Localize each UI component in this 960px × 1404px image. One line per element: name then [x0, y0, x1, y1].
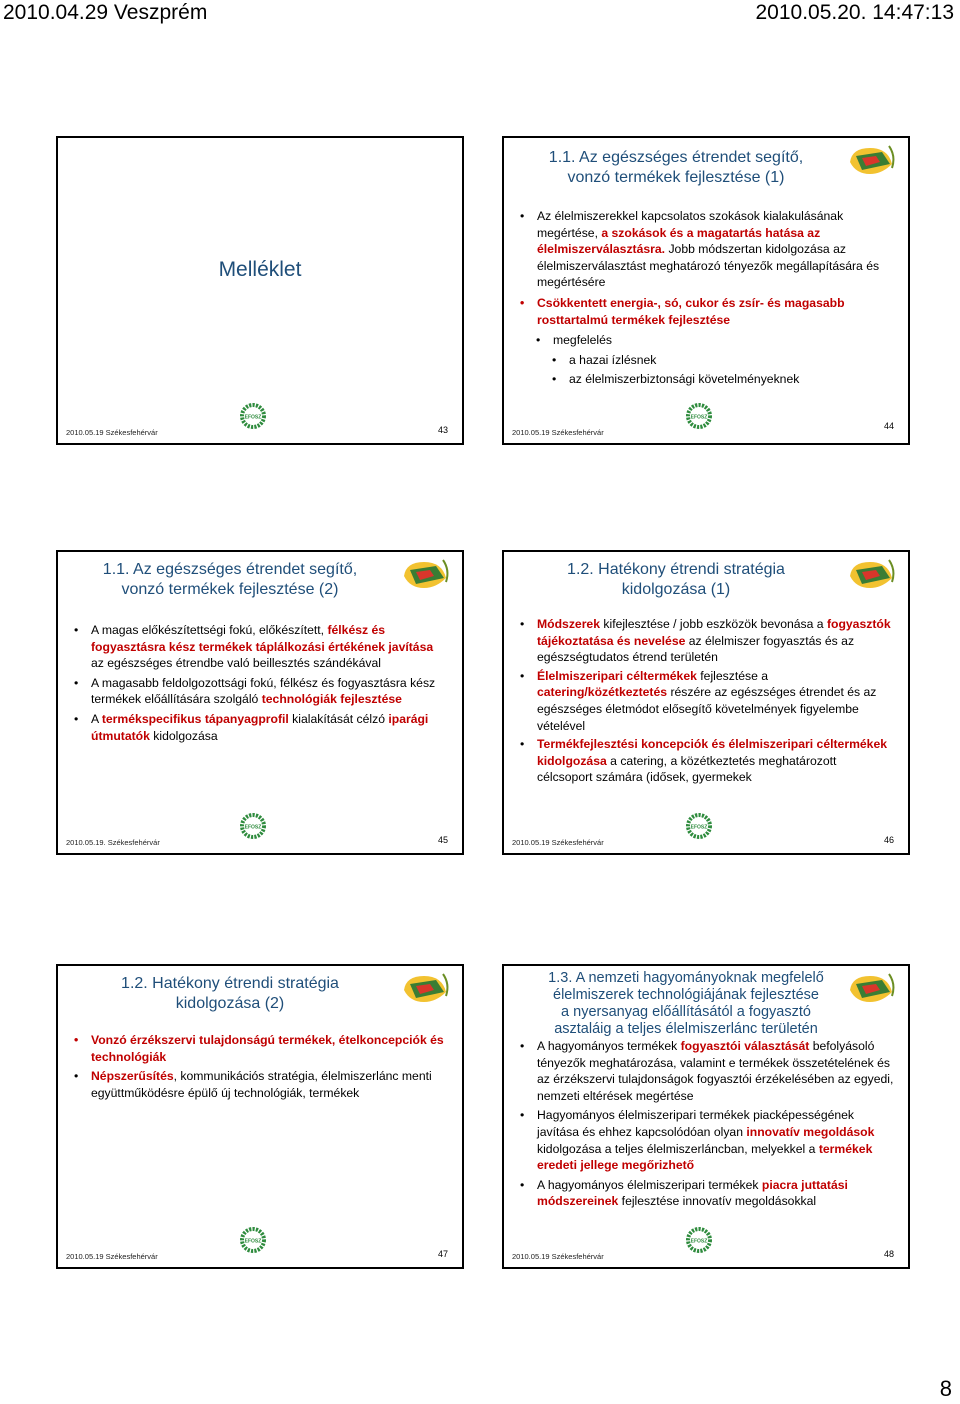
slide-number: 45: [437, 835, 448, 845]
bullet-item: • Vonzó érzékszervi tulajdonságú termékek, ételkoncepciók és technológiák: [74, 1032, 448, 1065]
slide-number: 43: [437, 425, 448, 435]
bullet-item: • Élelmiszeripari céltermékek fejlesztése a catering/közétkeztetés részére az egészséges étrendet és az egészséges életmódot elősegítő követelmények figyelembe vételével: [520, 668, 894, 734]
bullet-item: • Az élelmiszerekkel kapcsolatos szokások kialakulásának megértése, a szokások és a magatartás hatása az élelmiszerválasztásra. Jobb módszertan kidolgozása az élelmiszerválasztást meghatározó tényezők megállapítására és megértésére: [520, 208, 894, 291]
svg-text:EFOSZ: EFOSZ: [244, 824, 262, 831]
slide-footer: 2010.05.19. Székesfehérvár: [66, 838, 160, 847]
slide-body: [74, 1032, 448, 1101]
conference-logo-icon: [396, 556, 454, 594]
page-header-right: 2010.05.20. 14:47:13: [755, 1, 954, 24]
slide-43: [56, 136, 464, 445]
svg-text:EFOSZ: EFOSZ: [244, 414, 262, 421]
slide-44: [502, 136, 910, 445]
slide-title: 1.1. Az egészséges étrendet segítő, vonzó termékek fejlesztése (1): [548, 149, 804, 186]
bullet-item: • Termékfejlesztési koncepciók és élelmiszeripari céltermékek kidolgozása a catering, a közétkeztetés meghatározott célcsoport számára (idősek, gyermekek: [520, 736, 894, 786]
bullet-item: • Módszerek kifejlesztése / jobb eszközök bevonása a fogyasztók tájékoztatása és nevelése az élelmiszer fogyasztás és az egészségtudatos étrend területén: [520, 616, 894, 666]
conference-logo-icon: [842, 970, 900, 1008]
slide-body: [520, 1038, 894, 1210]
slide-footer: 2010.05.19 Székesfehérvár: [512, 1252, 604, 1261]
slide-number: 44: [883, 421, 894, 431]
bullet-item: • megfelelés: [520, 332, 894, 349]
conference-logo-icon: [842, 556, 900, 594]
page-number: 8: [939, 1376, 952, 1401]
svg-text:EFOSZ: EFOSZ: [690, 414, 708, 421]
slide-body: [520, 616, 894, 786]
efosz-logo-icon: [240, 1227, 266, 1253]
slide-title: 1.1. Az egészséges étrendet segítő, vonzó termékek fejlesztése (2): [102, 561, 358, 598]
svg-text:EFOSZ: EFOSZ: [690, 1238, 708, 1245]
bullet-item: • A termékspecifikus tápanyagprofil kialakítását célzó iparági útmutatók kidolgozása: [74, 711, 448, 744]
efosz-logo-icon: [686, 1227, 712, 1253]
slide-title: 1.2. Hatékony étrendi stratégia kidolgozása (2): [121, 975, 339, 1012]
bullet-item: • Csökkentett energia-, só, cukor és zsír- és magasabb rosttartalmú termékek fejlesztése: [520, 295, 894, 328]
slide-46: [502, 550, 910, 855]
slide-footer: 2010.05.19 Székesfehérvár: [66, 428, 158, 437]
slide-number: 48: [883, 1249, 894, 1259]
slide-number: 47: [437, 1249, 448, 1259]
bullet-item: • A magasabb feldolgozottsági fokú, félkész és fogyasztásra kész termékek előállítására szolgáló technológiák fejlesztése: [74, 675, 448, 708]
slide-footer: 2010.05.19 Székesfehérvár: [512, 838, 604, 847]
slide-title: 1.2. Hatékony étrendi stratégia kidolgozása (1): [567, 561, 785, 598]
efosz-logo-icon: [240, 813, 266, 839]
slide-footer: 2010.05.19 Székesfehérvár: [512, 428, 604, 437]
conference-logo-icon: [842, 142, 900, 180]
efosz-logo-icon: [686, 813, 712, 839]
bullet-item: • az élelmiszerbiztonsági követelményeknek: [520, 371, 894, 388]
slide-title: Melléklet: [218, 258, 302, 281]
slide-48: [502, 964, 910, 1269]
slide-47: [56, 964, 464, 1269]
slide-body: [520, 208, 894, 388]
svg-text:EFOSZ: EFOSZ: [244, 1238, 262, 1245]
bullet-item: • a hazai ízlésnek: [520, 352, 894, 369]
slide-45: [56, 550, 464, 855]
bullet-item: • A hagyományos élelmiszeripari termékek piacra juttatási módszereinek fejlesztése innovatív megoldásokkal: [520, 1177, 894, 1210]
bullet-item: • A magas előkészítettségi fokú, előkészített, félkész és fogyasztásra kész termékek táplálkozási értékének javítása az egészséges étrendbe való beillesztés szándékával: [74, 622, 448, 672]
bullet-item: • Hagyományos élelmiszeripari termékek piacképességének javítása és ehhez kapcsolódóan olyan innovatív megoldások kidolgozása a teljes élelmiszerláncban, melyekkel a termékek eredeti jellege megőrizhető: [520, 1107, 894, 1173]
conference-logo-icon: [396, 970, 454, 1008]
slide-footer: 2010.05.19 Székesfehérvár: [66, 1252, 158, 1261]
svg-text:EFOSZ: EFOSZ: [690, 824, 708, 831]
slide-body: [74, 622, 448, 744]
bullet-item: • Népszerűsítés, kommunikációs stratégia, élelmiszerlánc menti együttműködésre épülő új technológiák, termékek: [74, 1068, 448, 1101]
slide-number: 46: [883, 835, 894, 845]
efosz-logo-icon: [686, 403, 712, 429]
page-header-left: 2010.04.29 Veszprém: [3, 1, 208, 24]
efosz-logo-icon: [240, 403, 266, 429]
bullet-item: • A hagyományos termékek fogyasztói választását befolyásoló tényezők meghatározása, valamint e termékek összetételének és az érzékszervi tulajdonságok fogyasztói érzékelésében az egyedi, nemzeti eltérések megértése: [520, 1038, 894, 1104]
slide-title: 1.3. A nemzeti hagyományoknak megfelelő élelmiszerek technológiájának fejlesztése a nyersanyag előállításától a fogyasztó asztaláig a teljes élelmiszerlánc területén: [548, 970, 824, 1037]
